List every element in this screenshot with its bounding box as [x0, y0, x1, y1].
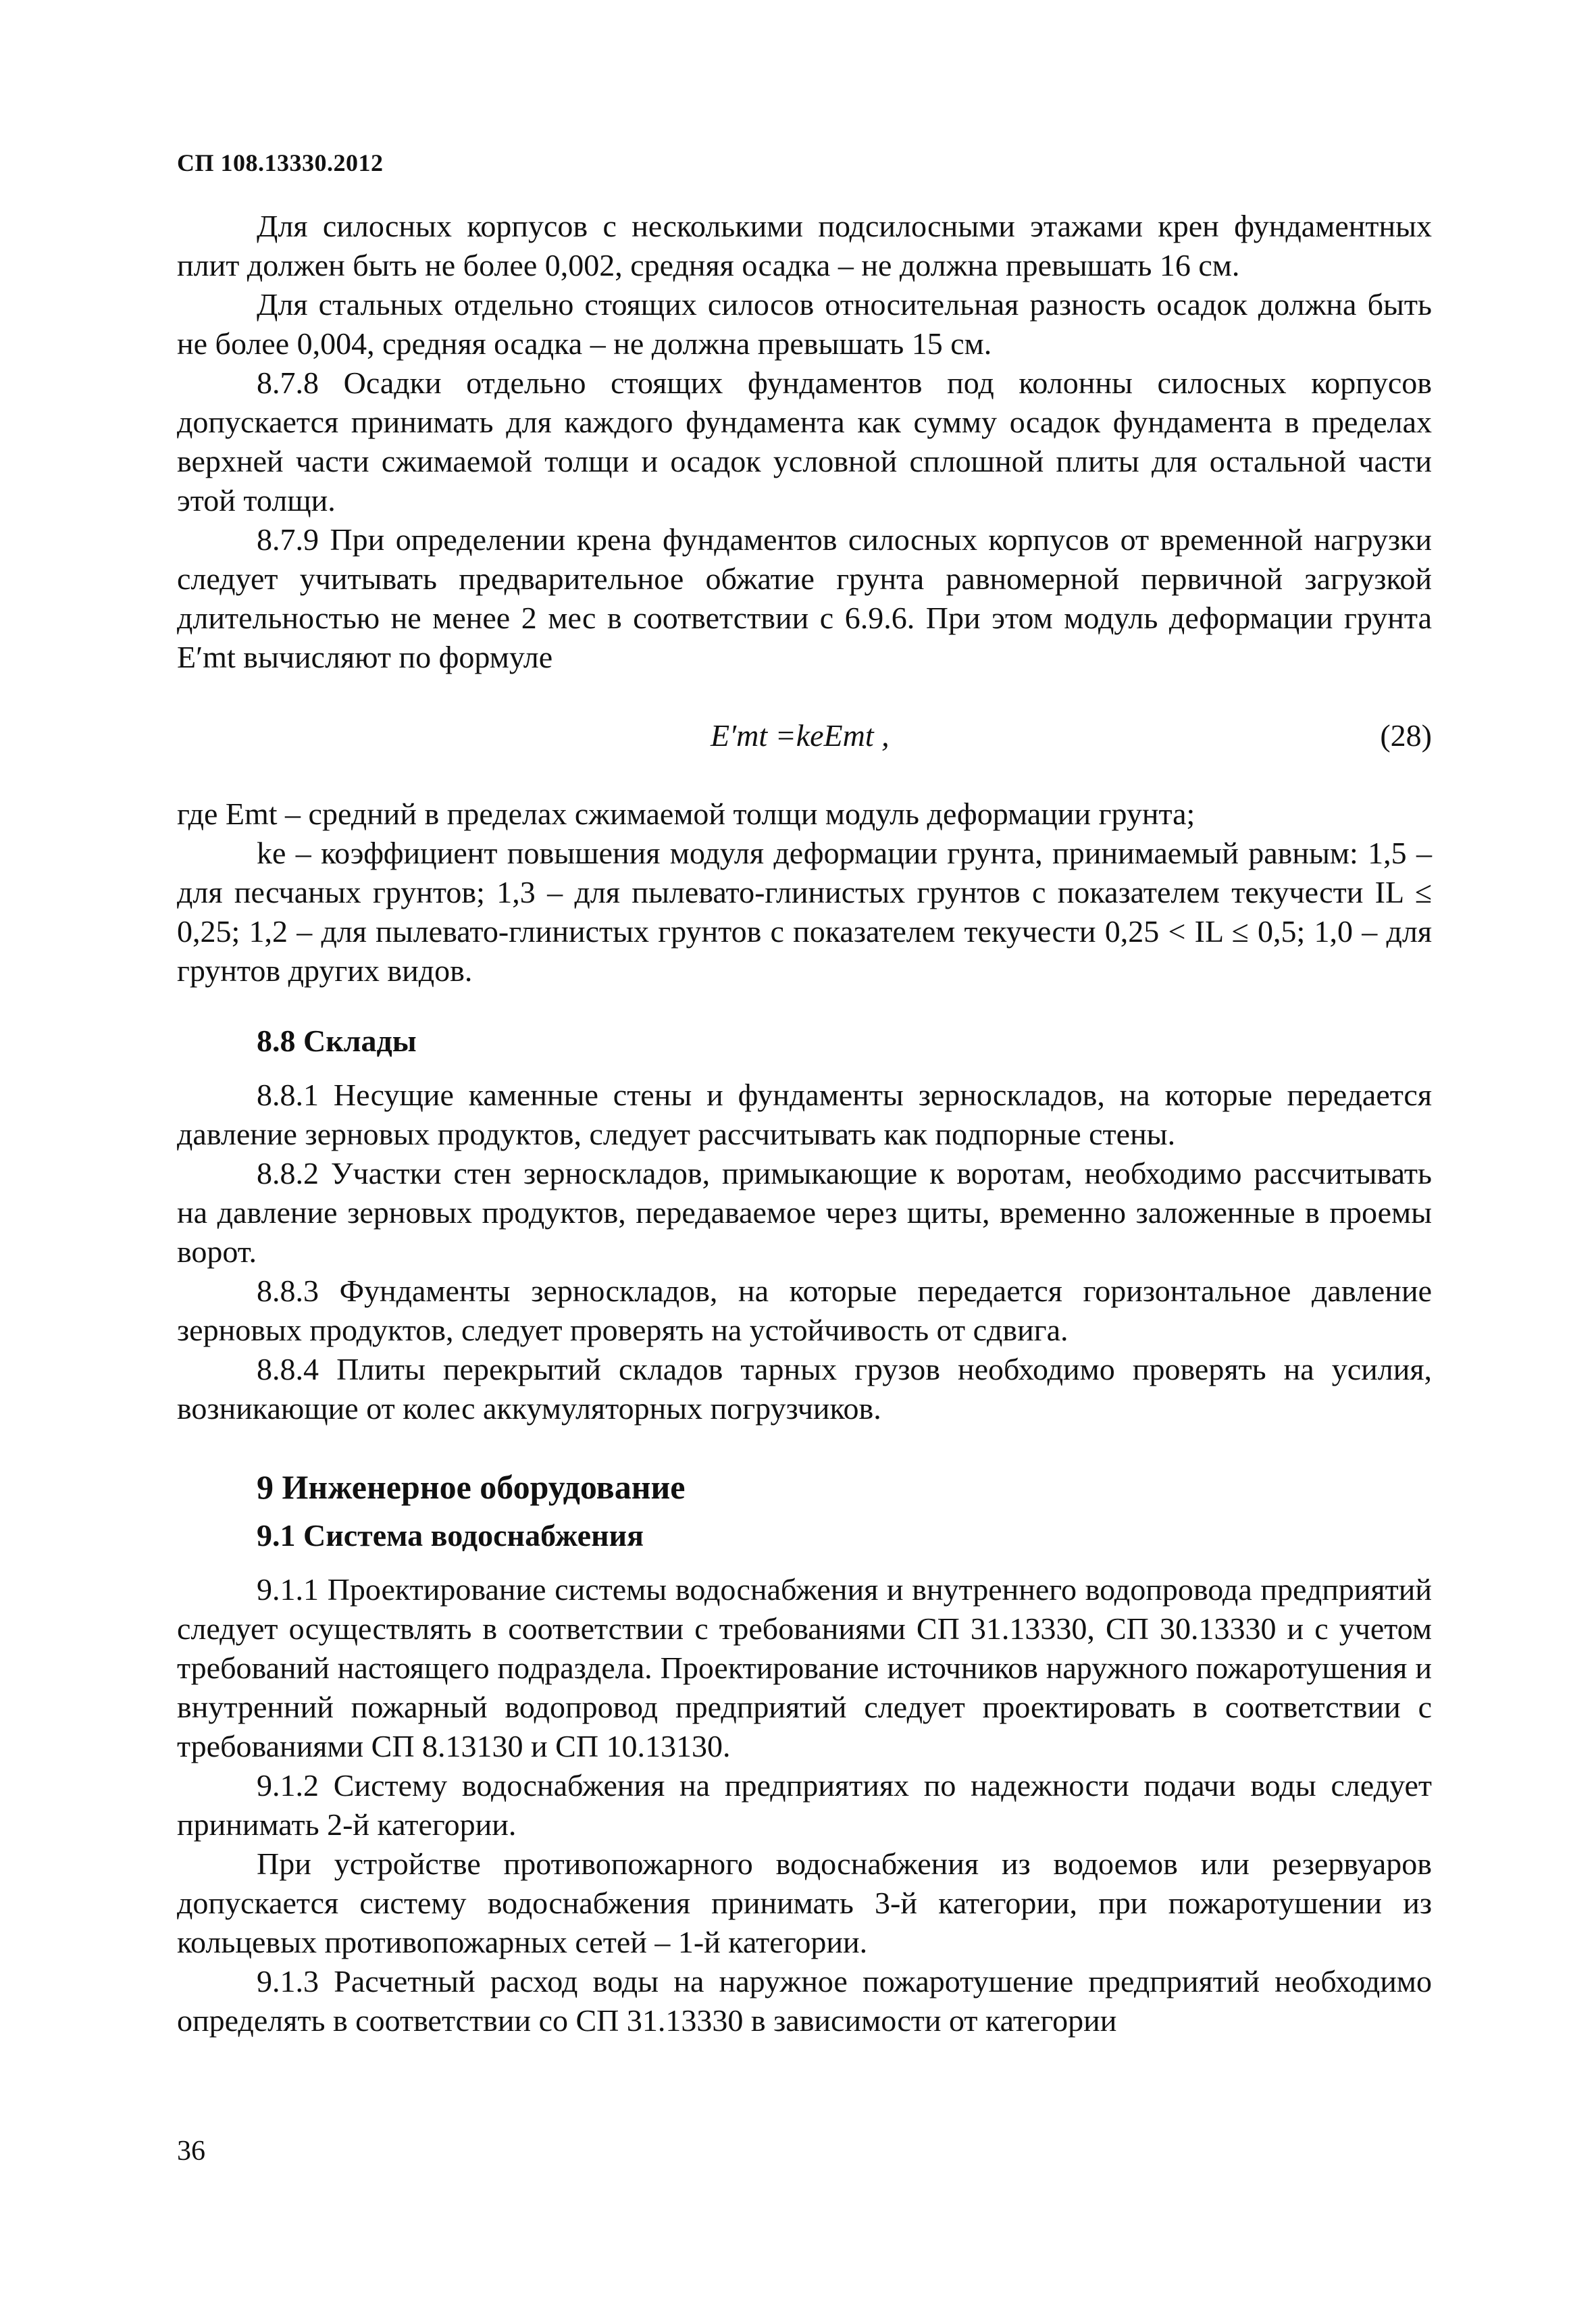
paragraph-9-1-2: 9.1.2 Систему водоснабжения на предприятиях по надежности подачи воды следует принимать 2-й категории. — [177, 1768, 1432, 1842]
paragraph-8-7-8: 8.7.8 Осадки отдельно стоящих фундаментов под колонны силосных корпусов допускается принимать для каждого фундамента как сумму осадок фундамента в пределах верхней части сжимаемой толщи и осадок условной сплошной плиты для остальной части этой толщи. — [177, 366, 1432, 518]
paragraph-8-8-4: 8.8.4 Плиты перекрытий складов тарных грузов необходимо проверять на усилия, возникающие от колес аккумуляторных погрузчиков. — [177, 1352, 1432, 1426]
paragraph-8-7-9: 8.7.9 При определении крена фундаментов силосных корпусов от временной нагрузки следует учитывать предварительное обжатие грунта равномерной первичной загрузкой длительностью не менее 2 мес в соответствии с 6.9.6. При этом модуль деформации грунта E′mt вычисляют по формуле — [177, 522, 1432, 674]
formula-28: E′mt =keEmt , — [711, 718, 890, 753]
paragraph-9-1-3: 9.1.3 Расчетный расход воды на наружное пожаротушение предприятий необходимо определять в соответствии со СП 31.13330 в зависимости от категории — [177, 1964, 1432, 2038]
section-heading-8-8: 8.8 Склады — [257, 1024, 417, 1058]
paragraph: Для силосных корпусов с несколькими подсилосными этажами крен фундаментных плит должен быть не более 0,002, средняя осадка – не должна превышать 16 см. — [177, 209, 1432, 282]
formula-row — [177, 716, 1432, 755]
paragraph: Для стальных отдельно стоящих силосов относительная разность осадок должна быть не более 0,004, средняя осадка – не должна превышать 15 см. — [177, 287, 1432, 361]
section-heading-9: 9 Инженерное оборудование — [257, 1468, 686, 1506]
where-definition: где Emt – средний в пределах сжимаемой толщи модуль деформации грунта; — [177, 797, 1195, 831]
where-definition-ke: ke – коэффициент повышения модуля деформации грунта, принимаемый равным: 1,5 – для песчаных грунтов; 1,3 – для пылевато-глинистых грунтов с показателем текучести IL ≤ 0,25; 1,2 – для пылевато-глинистых грунтов с показателем текучести 0,25 < IL ≤ 0,5; 1,0 – для грунтов других видов. — [177, 836, 1432, 988]
paragraph-8-8-1: 8.8.1 Несущие каменные стены и фундаменты зерноскладов, на которые передается давление зерновых продуктов, следует рассчитывать как подпорные стены. — [177, 1078, 1432, 1151]
document-page — [177, 149, 1432, 2040]
paragraph-9-1-1: 9.1.1 Проектирование системы водоснабжения и внутреннего водопровода предприятий следует осуществлять в соответствии с требованиями СП 31.13330, СП 30.13330 и с учетом требований настоящего подраздела. Проектирование источников наружного пожаротушения и внутренний пожарный водопровод предприятий следует проектировать в соответствии с требованиями СП 8.13130 и СП 10.13130. — [177, 1572, 1432, 1763]
paragraph-8-8-3: 8.8.3 Фундаменты зерноскладов, на которые передается горизонтальное давление зерновых продуктов, следует проверять на устойчивость от сдвига. — [177, 1274, 1432, 1347]
paragraph-8-8-2: 8.8.2 Участки стен зерноскладов, примыкающие к воротам, необходимо рассчитывать на давление зерновых продуктов, передаваемое через щиты, временно заложенные в проемы ворот. — [177, 1156, 1432, 1269]
page-number: 36 — [177, 2136, 205, 2167]
paragraph: При устройстве противопожарного водоснабжения из водоемов или резервуаров допускается систему водоснабжения принимать 3-й категории, при пожаротушении из кольцевых противопожарных сетей – 1-й категории. — [177, 1846, 1432, 1959]
document-header: СП 108.13330.2012 — [177, 149, 384, 176]
section-heading-9-1: 9.1 Система водоснабжения — [257, 1518, 644, 1553]
equation-number: (28) — [1380, 718, 1432, 753]
